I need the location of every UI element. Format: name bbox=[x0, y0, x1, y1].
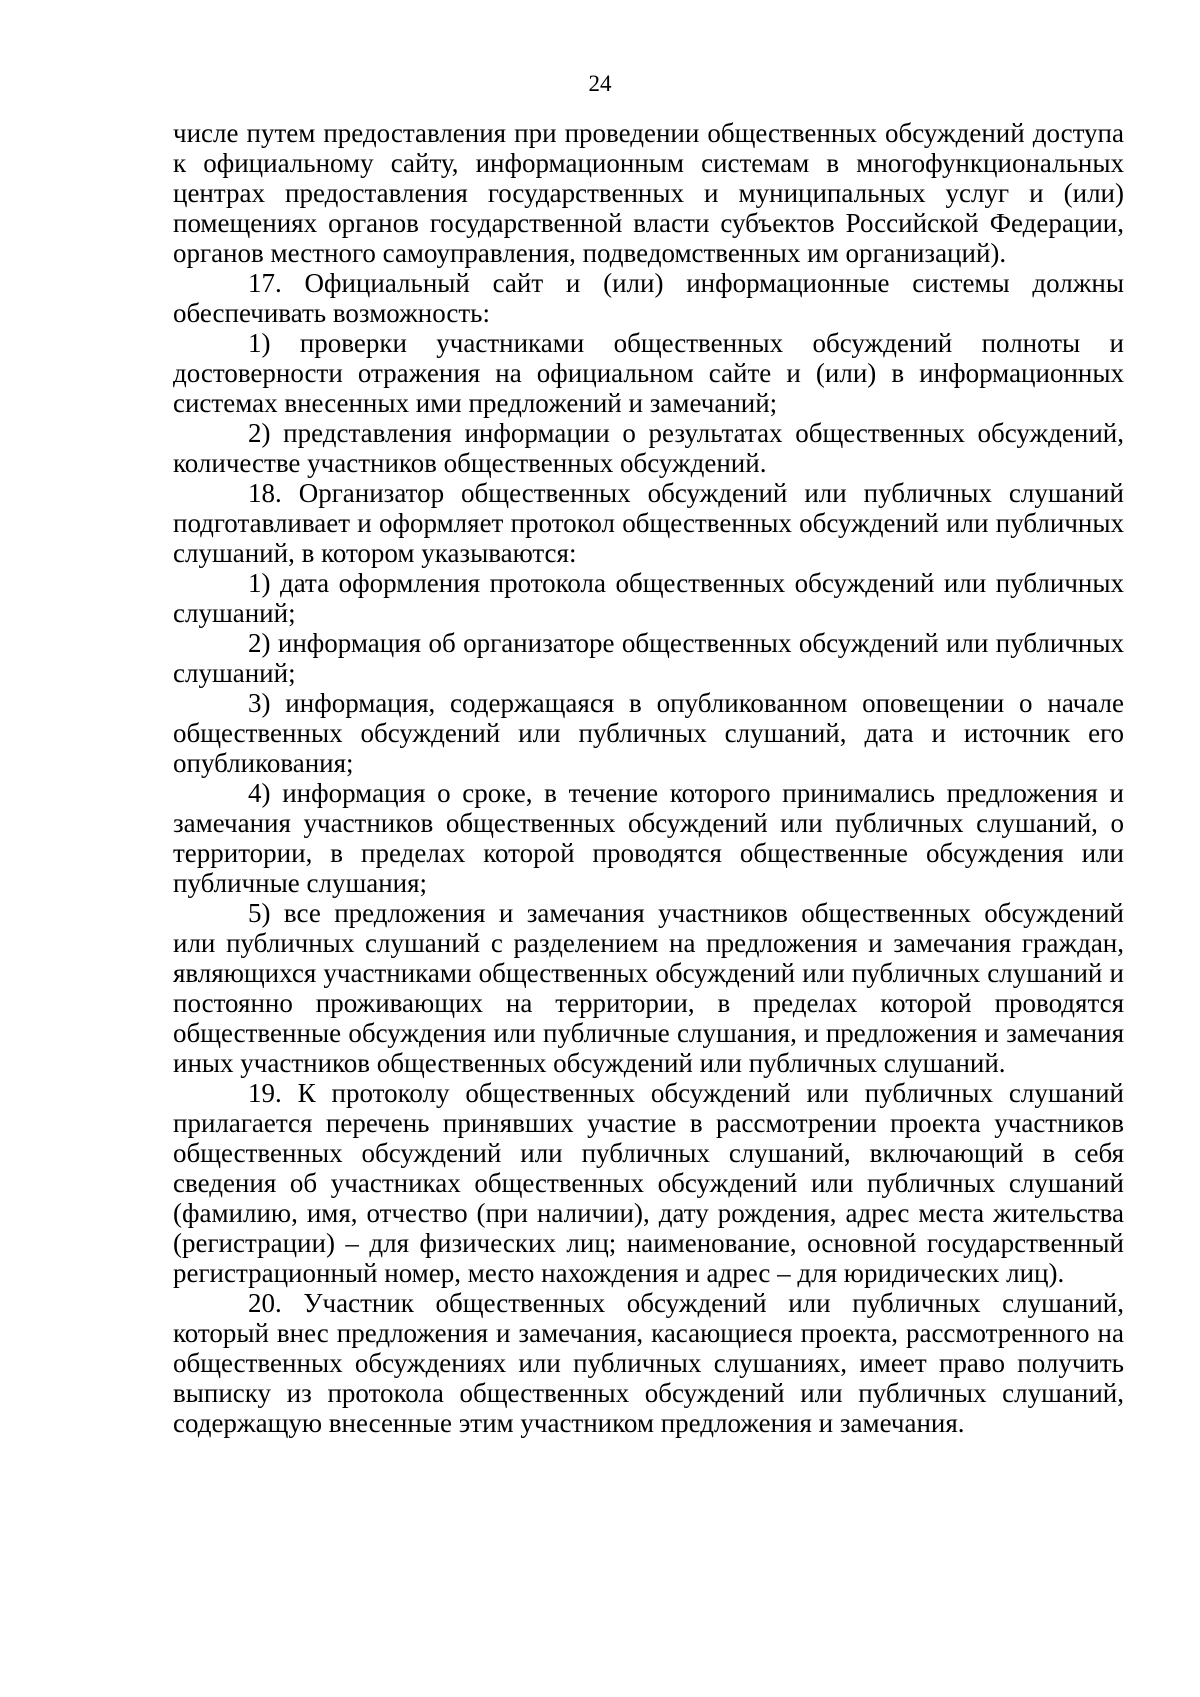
paragraph-18-item-5: 5) все предложения и замечания участников общественных обсуждений или публичных слушаний с разделением на предложения и замечания граждан, являющихся участниками общественных обсуждений или публичных слушаний и постоянно проживающих на территории, в пределах которой проводятся общественные обсуждения или публичные слушания, и предложения и замечания иных участников общественных обсуждений или публичных слушаний. bbox=[173, 898, 1124, 1078]
paragraph-17-item-1: 1) проверки участниками общественных обсуждений полноты и достоверности отражения на официальном сайте и (или) в информационных системах внесенных ими предложений и замечаний; bbox=[173, 328, 1124, 418]
paragraph-18-item-2: 2) информация об организаторе общественных обсуждений или публичных слушаний; bbox=[173, 628, 1124, 688]
paragraph-18-item-3: 3) информация, содержащаяся в опубликованном оповещении о начале общественных обсуждений или публичных слушаний, дата и источник его опубликования; bbox=[173, 688, 1124, 778]
paragraph-19: 19. К протоколу общественных обсуждений или публичных слушаний прилагается перечень принявших участие в рассмотрении проекта участников общественных обсуждений или публичных слушаний, включающий в себя сведения об участниках общественных обсуждений или публичных слушаний (фамилию, имя, отчество (при наличии), дату рождения, адрес места жительства (регистрации) – для физических лиц; наименование, основной государственный регистрационный номер, место нахождения и адрес – для юридических лиц). bbox=[173, 1078, 1124, 1288]
paragraph-continuation: числе путем предоставления при проведении общественных обсуждений доступа к официальному сайту, информационным системам в многофункциональных центрах предоставления государственных и муниципальных услуг и (или) помещениях органов государственной власти субъектов Российской Федерации, органов местного самоуправления, подведомственных им организаций). bbox=[173, 118, 1124, 268]
paragraph-17-item-2: 2) представления информации о результатах общественных обсуждений, количестве участников общественных обсуждений. bbox=[173, 418, 1124, 478]
paragraph-18-item-4: 4) информация о сроке, в течение которого принимались предложения и замечания участников общественных обсуждений или публичных слушаний, о территории, в пределах которой проводятся общественные обсуждения или публичные слушания; bbox=[173, 778, 1124, 898]
page-number: 24 bbox=[588, 71, 612, 96]
paragraph-17: 17. Официальный сайт и (или) информационные системы должны обеспечивать возможность: bbox=[173, 268, 1124, 328]
document-body bbox=[173, 118, 1124, 1438]
paragraph-20: 20. Участник общественных обсуждений или публичных слушаний, который внес предложения и замечания, касающиеся проекта, рассмотренного на общественных обсуждениях или публичных слушаниях, имеет право получить выписку из протокола общественных обсуждений или публичных слушаний, содержащую внесенные этим участником предложения и замечания. bbox=[173, 1288, 1124, 1438]
paragraph-18-item-1: 1) дата оформления протокола общественных обсуждений или публичных слушаний; bbox=[173, 568, 1124, 628]
paragraph-18: 18. Организатор общественных обсуждений или публичных слушаний подготавливает и оформляет протокол общественных обсуждений или публичных слушаний, в котором указываются: bbox=[173, 478, 1124, 568]
